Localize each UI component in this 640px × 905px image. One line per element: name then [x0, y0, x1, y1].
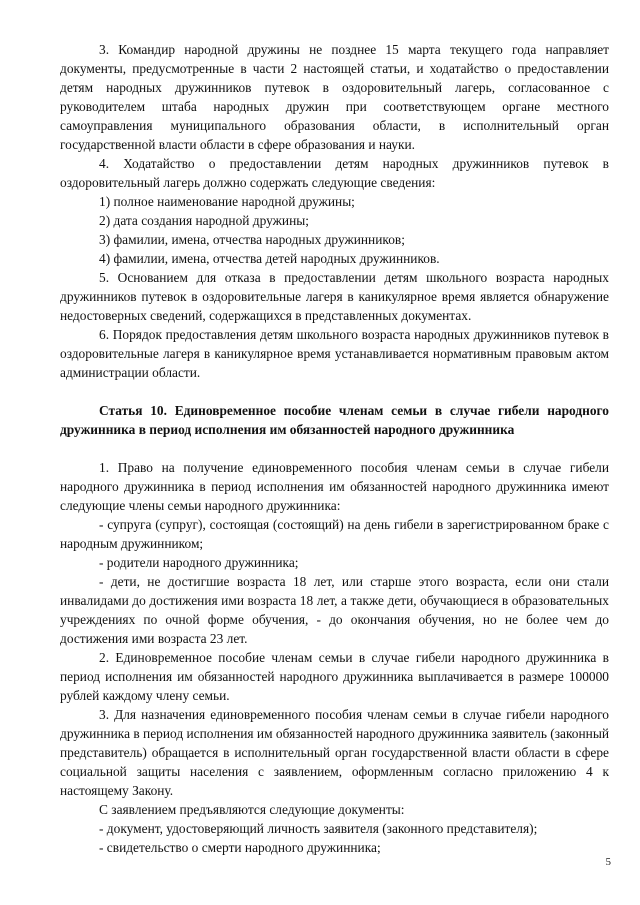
- document-page: [60, 40, 609, 857]
- article-10-heading: Статья 10. Единовременное пособие членам семьи в случае гибели народного дружинника в период исполнения им обязанностей народного дружинника: [60, 403, 609, 437]
- article-paragraph-1: 1. Право на получение единовременного пособия членам семьи в случае гибели народного дружинника в период исполнения им обязанностей народного дружинника имеют следующие члены семьи народного дружинника:: [60, 460, 609, 513]
- list-item: 1) полное наименование народной дружины;: [99, 194, 355, 209]
- page-number: 5: [605, 856, 611, 868]
- family-item: - дети, не достигшие возраста 18 лет, или старше этого возраста, если они стали инвалидами до достижения ими возраста 18 лет, а также дети, обучающиеся в образовательных учреждениях по очной форме обучения, - до окончания обучения, но не более чем до достижения ими возраста 23 лет.: [60, 574, 609, 646]
- list-item: 4) фамилии, имена, отчества детей народных дружинников.: [99, 251, 440, 266]
- paragraph-5: 5. Основанием для отказа в предоставлении детям школьного возраста народных дружинников путевок в оздоровительные лагеря в каникулярное время является обнаружение недостоверных сведений, содержащихся в представленных документах.: [60, 270, 609, 323]
- list-item: 2) дата создания народной дружины;: [99, 213, 309, 228]
- article-paragraph-2: 2. Единовременное пособие членам семьи в случае гибели народного дружинника в период исполнения им обязанностей народного дружинника выплачивается в размере 100000 рублей каждому члену семьи.: [60, 650, 609, 703]
- paragraph-6: 6. Порядок предоставления детям школьного возраста народных дружинников путевок в оздоровительные лагеря в каникулярное время устанавливается нормативным правовым актом администрации области.: [60, 327, 609, 380]
- family-item: - супруга (супруг), состоящая (состоящий) на день гибели в зарегистрированном браке с народным дружинником;: [60, 517, 609, 551]
- documents-intro: С заявлением предъявляются следующие документы:: [99, 802, 405, 817]
- document-item: - свидетельство о смерти народного дружинника;: [99, 840, 381, 855]
- list-item: 3) фамилии, имена, отчества народных дружинников;: [99, 232, 405, 247]
- article-paragraph-3: 3. Для назначения единовременного пособия членам семьи в случае гибели народного дружинника в период исполнения им обязанностей народного дружинника заявитель (законный представитель) обращается в исполнительный орган государственной власти области в сфере социальной защиты населения с заявлением, оформленным согласно приложению 4 к настоящему Закону.: [60, 707, 609, 798]
- family-item: - родители народного дружинника;: [99, 555, 299, 570]
- document-item: - документ, удостоверяющий личность заявителя (законного представителя);: [99, 821, 538, 836]
- paragraph-4: 4. Ходатайство о предоставлении детям народных дружинников путевок в оздоровительный лагерь должно содержать следующие сведения:: [60, 156, 609, 190]
- paragraph-3: 3. Командир народной дружины не позднее 15 марта текущего года направляет документы, предусмотренные в части 2 настоящей статьи, и ходатайство о предоставлении детям народных дружинников путевок в оздоровительный лагерь, согласованное с руководителем штаба народных дружин при соответствующем органе местного самоуправления муниципального образования области, в исполнительный орган государственной власти области в сфере образования и науки.: [60, 42, 609, 152]
